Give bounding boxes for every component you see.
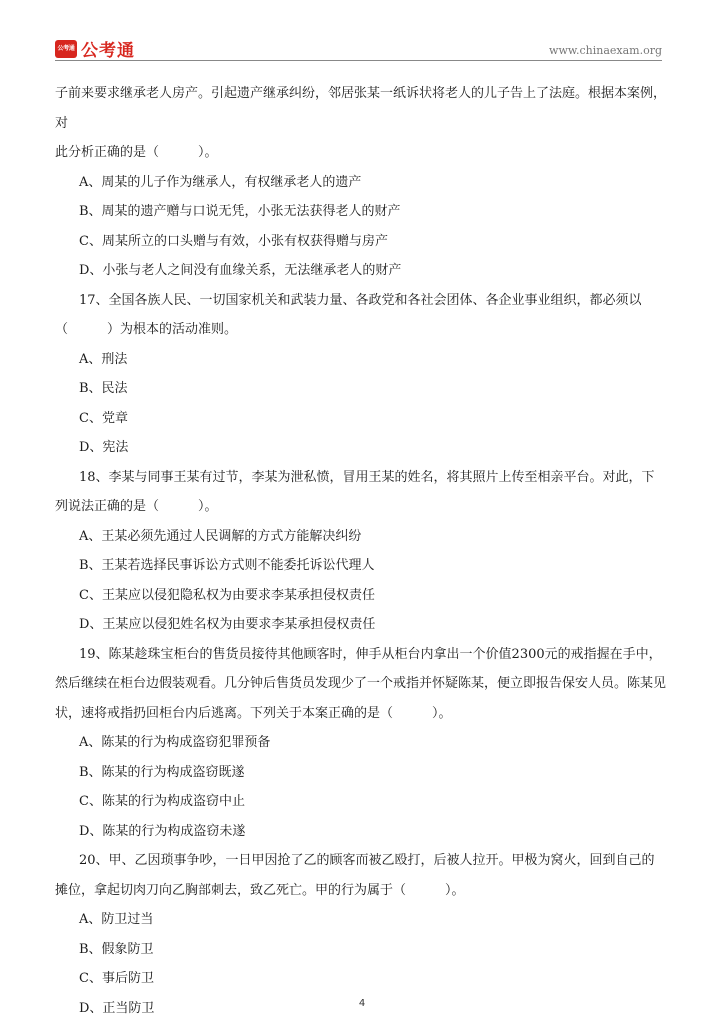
logo-badge-icon: 公考通: [55, 40, 77, 58]
logo-text: 公考通: [81, 41, 135, 61]
question-17-option-c: C、党章: [79, 410, 128, 426]
question-19-option-c: C、陈某的行为构成盗窃中止: [79, 794, 245, 809]
question-19-option-d: D、陈某的行为构成盗窃未遂: [79, 823, 246, 839]
intro-option-a: A、周某的儿子作为继承人，有权继承老人的遗产: [79, 174, 362, 190]
page-number: 4: [358, 998, 366, 1009]
site-url[interactable]: www.chinaexam.org: [549, 44, 662, 57]
intro-stem-line-1: 子前来要求继承老人房产。引起遗产继承纠纷，邻居张某一纸诉状将老人的儿子告上了法庭。根据本案例，对: [55, 86, 667, 131]
question-20-stem: 20、甲、乙因琐事争吵，一日甲因抢了乙的顾客而被乙殴打，后被人拉开。甲极为窝火，回到自己的摊位，拿起切肉刀向乙胸部刺去，致乙死亡。甲的行为属于（ ）。: [55, 853, 655, 898]
question-18-option-d: D、王某应以侵犯姓名权为由要求李某承担侵权责任: [79, 617, 376, 632]
question-19-stem: 19、陈某趁珠宝柜台的售货员接待其他顾客时，伸手从柜台内拿出一个价值2300元的戒指握在手中，然后继续在柜台边假装观看。几分钟后售货员发现少了一个戒指并怀疑陈某，便立即报告保安人员。陈某见状，速将戒指扔回柜台内后逃离。下列关于本案正确的是（ ）。: [55, 646, 667, 721]
question-18-option-a: A、王某必须先通过人民调解的方式方能解决纠纷: [79, 528, 362, 544]
question-18-stem: 18、李某与同事王某有过节，李某为泄私愤，冒用王某的姓名，将其照片上传至相亲平台。对此，下列说法正确的是（ ）。: [55, 469, 655, 514]
document-body: [55, 79, 667, 1023]
question-17-stem: 17、全国各族人民、一切国家机关和武装力量、各政党和各社会团体、各企业事业组织，都必须以（ ）为根本的活动准则。: [55, 292, 642, 337]
question-18-option-b: B、王某若选择民事诉讼方式则不能委托诉讼代理人: [79, 558, 375, 573]
question-20-option-a: A、防卫过当: [79, 912, 154, 927]
intro-option-d: D、小张与老人之间没有血缘关系，无法继承老人的财产: [79, 263, 402, 278]
intro-option-c: C、周某所立的口头赠与有效，小张有权获得赠与房产: [79, 233, 388, 249]
question-17-option-a: A、刑法: [79, 351, 128, 367]
logo[interactable]: [55, 36, 135, 61]
intro-stem-line-2: 此分析正确的是（ ）。: [55, 145, 218, 160]
page-header: [0, 0, 724, 62]
intro-option-b: B、周某的遗产赠与口说无凭，小张无法获得老人的财产: [79, 204, 401, 219]
question-20-option-b: B、假象防卫: [79, 941, 154, 957]
question-20-option-c: C、事后防卫: [79, 971, 154, 986]
question-19-option-a: A、陈某的行为构成盗窃犯罪预备: [79, 735, 271, 750]
question-18-option-c: C、王某应以侵犯隐私权为由要求李某承担侵权责任: [79, 587, 375, 603]
question-17-option-b: B、民法: [79, 381, 128, 396]
question-19-option-b: B、陈某的行为构成盗窃既遂: [79, 764, 245, 780]
question-20-option-d: D、正当防卫: [79, 1000, 155, 1016]
header-divider: [55, 60, 662, 61]
question-17-option-d: D、宪法: [79, 440, 129, 455]
